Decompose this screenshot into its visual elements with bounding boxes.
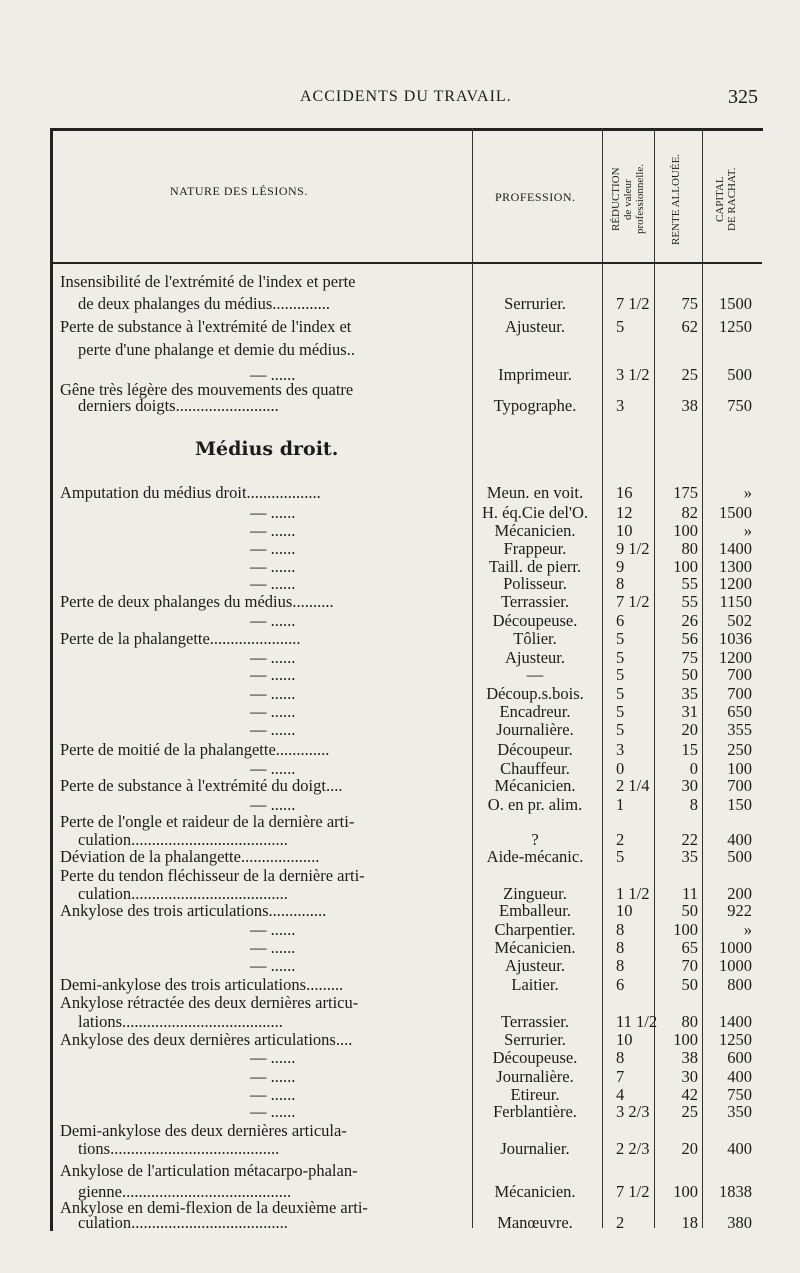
lesion-cell: Perte de l'ongle et raideur de la dernière arti- [60,812,355,831]
reduction-cell: 3 [616,740,625,759]
column-header-rente: RENTE ALLOUÉE. [670,153,682,246]
rente-cell: 0 [689,759,698,778]
reduction-cell: 6 [616,975,625,994]
capital-cell: 502 [727,611,752,630]
header-rule [50,262,762,264]
column-divider [702,128,703,1228]
lesion-cell: — ...... [250,665,296,684]
capital-cell: 355 [727,720,752,739]
profession-cell: H. éq.Cie del'O. [481,503,589,522]
reduction-cell: 8 [616,956,625,975]
capital-cell: 350 [727,1102,752,1121]
profession-cell: Typographe. [493,396,577,415]
lesion-cell: tions......................................... [78,1139,280,1158]
reduction-cell: 5 [616,720,625,739]
capital-cell: 700 [727,776,752,795]
capital-cell: 800 [727,975,752,994]
reduction-cell: 2 [616,1213,625,1232]
capital-cell: 400 [727,1067,752,1086]
running-head: ACCIDENTS DU TRAVAIL. [300,88,512,105]
capital-cell: 700 [727,684,752,703]
rente-cell: 100 [673,1182,698,1201]
reduction-cell: 10 [616,521,633,540]
rente-cell: 175 [673,483,698,502]
profession-cell: Etireur. [510,1085,560,1104]
capital-cell: » [743,920,752,939]
rente-cell: 38 [681,396,698,415]
reduction-cell: 1 [616,795,625,814]
reduction-cell: 6 [616,611,625,630]
rente-cell: 31 [681,702,698,721]
capital-cell: 650 [727,702,752,721]
lesion-cell: Perte de deux phalanges du médius.......... [60,592,334,611]
rente-cell: 100 [673,557,698,576]
capital-cell: 922 [727,901,752,920]
reduction-cell: 10 [616,1030,633,1049]
capital-cell: 500 [727,365,752,384]
capital-cell: 150 [727,795,752,814]
column-header-nature: NATURE DES LÉSIONS. [170,184,308,198]
profession-cell: Découpeur. [497,740,573,759]
lesion-cell: Amputation du médius droit.................. [60,483,321,502]
profession-cell: Journalière. [496,1067,574,1086]
reduction-cell: 2 [616,830,625,849]
capital-cell: 700 [727,665,752,684]
rente-cell: 55 [681,574,698,593]
reduction-cell: 16 [616,483,633,502]
capital-cell: 1400 [719,1012,752,1031]
column-divider [602,128,603,1228]
capital-cell: 1300 [719,557,752,576]
reduction-cell: 2 1/4 [616,776,650,795]
lesion-cell: Ankylose de l'articulation métacarpo-phalan- [60,1161,358,1180]
lesion-cell: Perte de moitié de la phalangette............. [60,740,330,759]
capital-cell: 1250 [719,1030,752,1049]
capital-cell: » [743,521,752,540]
profession-cell: Encadreur. [499,702,571,721]
lesion-cell: — ...... [250,521,296,540]
profession-cell: Meun. en voit. [486,483,584,502]
rente-cell: 50 [681,665,698,684]
capital-cell: 1000 [719,956,752,975]
profession-cell: Tôlier. [513,629,557,648]
capital-cell: 1400 [719,539,752,558]
capital-cell: 1838 [719,1182,752,1201]
reduction-cell: 3 1/2 [616,365,650,384]
capital-cell: 1500 [719,503,752,522]
lesion-cell: — ...... [250,920,296,939]
profession-cell: Zingueur. [503,884,567,903]
capital-cell: 400 [727,1139,752,1158]
lesion-cell: — ...... [250,720,296,739]
rente-cell: 100 [673,1030,698,1049]
profession-cell: — [526,665,544,684]
rente-cell: 75 [681,294,698,313]
profession-cell: Taill. de pierr. [488,557,582,576]
capital-cell: 1500 [719,294,752,313]
capital-cell: 750 [727,396,752,415]
reduction-cell: 7 1/2 [616,294,650,313]
capital-cell: 600 [727,1048,752,1067]
lesion-cell: — ...... [250,1102,296,1121]
rente-cell: 22 [681,830,698,849]
capital-cell: 200 [727,884,752,903]
reduction-cell: 3 2/3 [616,1102,650,1121]
reduction-cell: 1 1/2 [616,884,650,903]
lesion-cell: Ankylose des trois articulations.............. [60,901,327,920]
lesion-cell: culation...................................... [78,1213,288,1232]
rente-cell: 62 [681,317,698,336]
reduction-cell: 12 [616,503,633,522]
reduction-cell: 5 [616,317,625,336]
lesion-cell: Gêne très légère des mouvements des quatre [60,380,354,399]
capital-cell: 380 [727,1213,752,1232]
lesion-cell: Perte de la phalangette...................... [60,629,301,648]
profession-cell: Aide-mécanic. [486,847,584,866]
capital-cell: 1250 [719,317,752,336]
profession-cell: Découpeuse. [492,611,578,630]
lesion-cell: — ...... [250,795,296,814]
rente-cell: 18 [681,1213,698,1232]
reduction-cell: 5 [616,847,625,866]
rente-cell: 30 [681,1067,698,1086]
lesion-cell: Déviation de la phalangette................... [60,847,320,866]
profession-cell: Chauffeur. [500,759,570,778]
reduction-cell: 8 [616,1048,625,1067]
column-header-capital: CAPITAL DE RACHAT. [714,167,738,232]
rente-cell: 20 [681,720,698,739]
lesion-cell: — ...... [250,1048,296,1067]
lesion-cell: de deux phalanges du médius.............. [78,294,331,313]
profession-cell: Ajusteur. [504,648,566,667]
profession-cell: Ajusteur. [504,317,566,336]
profession-cell: Découp.s.bois. [486,684,584,703]
section-title: Médius droit. [195,438,339,460]
lesion-cell: culation...................................... [78,830,288,849]
rente-cell: 100 [673,920,698,939]
rente-cell: 80 [681,1012,698,1031]
capital-cell: 500 [727,847,752,866]
lesion-cell: — ...... [250,1067,296,1086]
reduction-cell: 8 [616,938,625,957]
capital-cell: 1200 [719,574,752,593]
reduction-cell: 9 [616,557,625,576]
profession-cell: Journalière. [496,720,574,739]
lesion-cell: — ...... [250,574,296,593]
profession-cell: Laitier. [511,975,559,994]
reduction-cell: 11 1/2 [616,1012,658,1031]
rente-cell: 50 [681,901,698,920]
capital-cell: 1150 [719,592,752,611]
lesion-cell: — ...... [250,539,296,558]
rente-cell: 55 [681,592,698,611]
lesion-cell: Perte du tendon fléchisseur de la dernière arti- [60,866,365,885]
lesion-cell: derniers doigts......................... [78,396,279,415]
profession-cell: Emballeur. [499,901,571,920]
profession-cell: Charpentier. [494,920,576,939]
lesion-cell: Perte de substance à l'extrémité du doigt.... [60,776,343,795]
lesion-cell: — ...... [250,956,296,975]
reduction-cell: 10 [616,901,633,920]
column-header-profession: PROFESSION. [495,190,576,204]
rente-cell: 75 [681,648,698,667]
rente-cell: 82 [681,503,698,522]
rente-cell: 70 [681,956,698,975]
profession-cell: Mécanicien. [494,938,576,957]
rente-cell: 25 [681,1102,698,1121]
capital-cell: 1200 [719,648,752,667]
reduction-cell: 5 [616,665,625,684]
profession-cell: Polisseur. [503,574,567,593]
rente-cell: 25 [681,365,698,384]
profession-cell: Mécanicien. [494,1182,576,1201]
rente-cell: 26 [681,611,698,630]
lesion-cell: Ankylose rétractée des deux dernières articu- [60,993,359,1012]
reduction-cell: 7 1/2 [616,1182,650,1201]
reduction-cell: 3 [616,396,625,415]
profession-cell: Terrassier. [500,1012,570,1031]
lesion-cell: — ...... [250,702,296,721]
rente-cell: 42 [681,1085,698,1104]
rente-cell: 38 [681,1048,698,1067]
reduction-cell: 5 [616,702,625,721]
profession-cell: Serrurier. [504,294,566,313]
rente-cell: 80 [681,539,698,558]
profession-cell: Journalier. [500,1139,570,1158]
profession-cell: Frappeur. [503,539,567,558]
reduction-cell: 0 [616,759,625,778]
reduction-cell: 7 1/2 [616,592,650,611]
rente-cell: 30 [681,776,698,795]
lesion-cell: Perte de substance à l'extrémité de l'index et [60,317,352,336]
lesion-cell: — ...... [250,611,296,630]
rente-cell: 65 [681,938,698,957]
lesion-cell: Ankylose en demi-flexion de la deuxième arti- [60,1198,368,1217]
profession-cell: Terrassier. [500,592,570,611]
column-header-reduction: RÉDUCTION de valeur professionnelle. [610,164,646,235]
capital-cell: 1000 [719,938,752,957]
rente-cell: 20 [681,1139,698,1158]
capital-cell: 250 [727,740,752,759]
lesion-cell: — ...... [250,365,296,384]
profession-cell: Ferblantière. [493,1102,577,1121]
reduction-cell: 4 [616,1085,625,1104]
profession-cell: O. en pr. alim. [487,795,583,814]
lesion-cell: Ankylose des deux dernières articulations.... [60,1030,353,1049]
lesion-cell: — ...... [250,648,296,667]
capital-cell: 400 [727,830,752,849]
reduction-cell: 5 [616,629,625,648]
rente-cell: 11 [682,884,698,903]
rente-cell: 15 [681,740,698,759]
reduction-cell: 8 [616,920,625,939]
lesion-cell: — ...... [250,938,296,957]
profession-cell: Ajusteur. [504,956,566,975]
lesion-cell: — ...... [250,557,296,576]
capital-cell: 750 [727,1085,752,1104]
profession-cell: Serrurier. [504,1030,566,1049]
lesion-cell: — ...... [250,1085,296,1104]
lesion-cell: perte d'une phalange et demie du médius.. [78,340,355,359]
capital-cell: 1036 [719,629,752,648]
lesion-cell: Demi-ankylose des deux dernières articula- [60,1121,347,1140]
lesion-cell: — ...... [250,759,296,778]
rente-cell: 35 [681,684,698,703]
rente-cell: 56 [681,629,698,648]
capital-cell: 100 [727,759,752,778]
profession-cell: Manœuvre. [497,1213,573,1232]
reduction-cell: 5 [616,648,625,667]
reduction-cell: 9 1/2 [616,539,650,558]
profession-cell: Mécanicien. [494,521,576,540]
profession-cell: Imprimeur. [498,365,572,384]
lesion-cell: Insensibilité de l'extrémité de l'index et perte [60,272,356,291]
profession-cell: ? [531,830,539,849]
rente-cell: 100 [673,521,698,540]
rente-cell: 35 [681,847,698,866]
profession-cell: Découpeuse. [492,1048,578,1067]
lesion-cell: — ...... [250,503,296,522]
profession-cell: Mécanicien. [494,776,576,795]
page-number: 325 [728,86,758,108]
reduction-cell: 7 [616,1067,625,1086]
rente-cell: 8 [689,795,698,814]
reduction-cell: 2 2/3 [616,1139,650,1158]
lesion-cell: — ...... [250,684,296,703]
reduction-cell: 5 [616,684,625,703]
lesion-cell: lations....................................... [78,1012,283,1031]
lesion-cell: Demi-ankylose des trois articulations......... [60,975,344,994]
rente-cell: 50 [681,975,698,994]
capital-cell: » [743,483,752,502]
lesion-cell: culation...................................... [78,884,288,903]
reduction-cell: 8 [616,574,625,593]
lesion-cell: gienne......................................... [78,1182,292,1201]
